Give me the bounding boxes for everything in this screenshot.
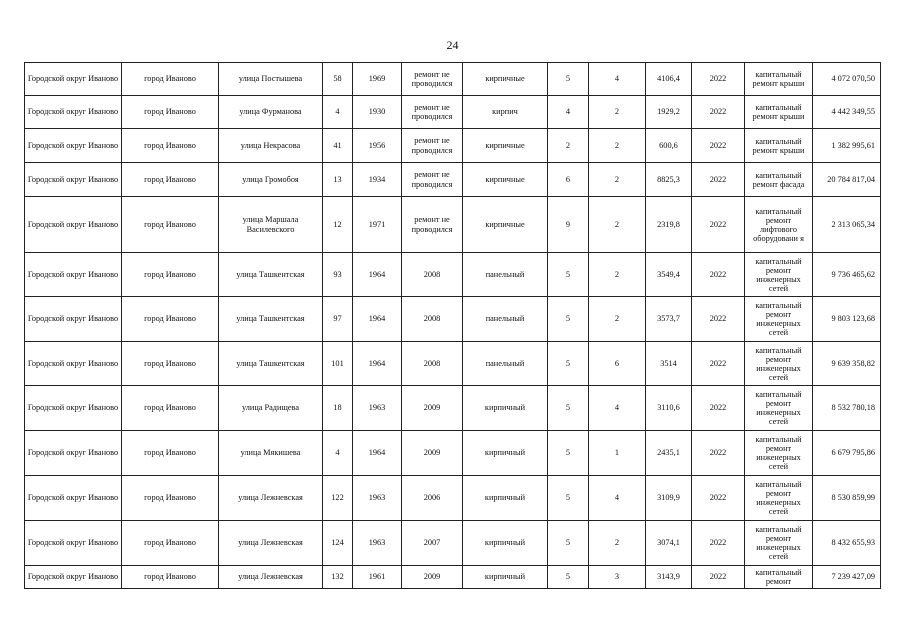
- build-year-cell: 1961: [353, 566, 402, 589]
- floors-cell: 5: [548, 566, 589, 589]
- street-cell: улица Радищева: [219, 386, 323, 431]
- house-number-cell: 101: [323, 342, 353, 386]
- cost-cell: 9 736 465,62: [813, 253, 881, 297]
- municipality-cell: Городской округ Иваново: [25, 197, 122, 253]
- table-row: [25, 386, 881, 431]
- area-cell: 3110,6: [646, 386, 692, 431]
- floors-cell: 5: [548, 253, 589, 297]
- area-cell: 600,6: [646, 129, 692, 163]
- build-year-cell: 1971: [353, 197, 402, 253]
- page-number: 24: [446, 38, 459, 52]
- floors-cell: 5: [548, 431, 589, 476]
- cost-cell: 1 382 995,61: [813, 129, 881, 163]
- work-type-cell: капитальный ремонт крыши: [745, 129, 813, 163]
- area-cell: 4106,4: [646, 63, 692, 96]
- build-year-cell: 1963: [353, 476, 402, 521]
- entrances-cell: 2: [589, 521, 646, 566]
- last-repair-cell: 2008: [402, 253, 463, 297]
- settlement-cell: город Иваново: [122, 63, 219, 96]
- floors-cell: 5: [548, 342, 589, 386]
- municipality-cell: Городской округ Иваново: [25, 253, 122, 297]
- wall-material-cell: панельный: [463, 297, 548, 342]
- cost-cell: 4 442 349,55: [813, 96, 881, 129]
- table-row: [25, 63, 881, 96]
- entrances-cell: 4: [589, 63, 646, 96]
- municipality-cell: Городской округ Иваново: [25, 297, 122, 342]
- work-type-cell: капитальный ремонт инженерных сетей: [745, 342, 813, 386]
- entrances-cell: 4: [589, 386, 646, 431]
- area-cell: 1929,2: [646, 96, 692, 129]
- cost-cell: 8 432 655,93: [813, 521, 881, 566]
- cost-cell: 7 239 427,09: [813, 566, 881, 589]
- entrances-cell: 2: [589, 129, 646, 163]
- area-cell: 2435,1: [646, 431, 692, 476]
- municipality-cell: Городской округ Иваново: [25, 386, 122, 431]
- settlement-cell: город Иваново: [122, 386, 219, 431]
- wall-material-cell: кирпичный: [463, 521, 548, 566]
- work-type-cell: капитальный ремонт инженерных сетей: [745, 297, 813, 342]
- last-repair-cell: 2008: [402, 342, 463, 386]
- table-row: [25, 521, 881, 566]
- plan-year-cell: 2022: [692, 297, 745, 342]
- entrances-cell: 2: [589, 96, 646, 129]
- last-repair-cell: ремонт не проводился: [402, 197, 463, 253]
- floors-cell: 5: [548, 63, 589, 96]
- floors-cell: 5: [548, 476, 589, 521]
- entrances-cell: 6: [589, 342, 646, 386]
- work-type-cell: капитальный ремонт крыши: [745, 63, 813, 96]
- table-row: [25, 431, 881, 476]
- settlement-cell: город Иваново: [122, 431, 219, 476]
- plan-year-cell: 2022: [692, 342, 745, 386]
- house-number-cell: 124: [323, 521, 353, 566]
- entrances-cell: 4: [589, 476, 646, 521]
- settlement-cell: город Иваново: [122, 566, 219, 589]
- house-number-cell: 122: [323, 476, 353, 521]
- settlement-cell: город Иваново: [122, 521, 219, 566]
- cost-cell: 8 530 859,99: [813, 476, 881, 521]
- housing-repair-table: [24, 62, 881, 589]
- plan-year-cell: 2022: [692, 63, 745, 96]
- last-repair-cell: ремонт не проводился: [402, 129, 463, 163]
- work-type-cell: капитальный ремонт: [745, 566, 813, 589]
- build-year-cell: 1964: [353, 431, 402, 476]
- house-number-cell: 132: [323, 566, 353, 589]
- work-type-cell: капитальный ремонт фасада: [745, 163, 813, 197]
- street-cell: улица Ташкентская: [219, 253, 323, 297]
- street-cell: улица Ташкентская: [219, 342, 323, 386]
- settlement-cell: город Иваново: [122, 197, 219, 253]
- entrances-cell: 2: [589, 253, 646, 297]
- last-repair-cell: 2009: [402, 386, 463, 431]
- build-year-cell: 1964: [353, 253, 402, 297]
- work-type-cell: капитальный ремонт лифтового оборудовани я: [745, 197, 813, 253]
- cost-cell: 9 639 358,82: [813, 342, 881, 386]
- build-year-cell: 1969: [353, 63, 402, 96]
- municipality-cell: Городской округ Иваново: [25, 342, 122, 386]
- area-cell: 3549,4: [646, 253, 692, 297]
- last-repair-cell: 2007: [402, 521, 463, 566]
- cost-cell: 20 784 817,04: [813, 163, 881, 197]
- cost-cell: 9 803 123,68: [813, 297, 881, 342]
- area-cell: 3573,7: [646, 297, 692, 342]
- last-repair-cell: 2009: [402, 431, 463, 476]
- work-type-cell: капитальный ремонт инженерных сетей: [745, 431, 813, 476]
- street-cell: улица Ташкентская: [219, 297, 323, 342]
- table-row: [25, 476, 881, 521]
- entrances-cell: 2: [589, 297, 646, 342]
- table-row: [25, 129, 881, 163]
- municipality-cell: Городской округ Иваново: [25, 476, 122, 521]
- house-number-cell: 18: [323, 386, 353, 431]
- plan-year-cell: 2022: [692, 566, 745, 589]
- build-year-cell: 1934: [353, 163, 402, 197]
- wall-material-cell: кирпичные: [463, 63, 548, 96]
- entrances-cell: 3: [589, 566, 646, 589]
- house-number-cell: 93: [323, 253, 353, 297]
- area-cell: 8825,3: [646, 163, 692, 197]
- house-number-cell: 58: [323, 63, 353, 96]
- floors-cell: 5: [548, 521, 589, 566]
- settlement-cell: город Иваново: [122, 297, 219, 342]
- street-cell: улица Фурманова: [219, 96, 323, 129]
- entrances-cell: 2: [589, 163, 646, 197]
- build-year-cell: 1956: [353, 129, 402, 163]
- cost-cell: 4 072 070,50: [813, 63, 881, 96]
- wall-material-cell: кирпичные: [463, 129, 548, 163]
- street-cell: улица Мякишева: [219, 431, 323, 476]
- wall-material-cell: кирпичный: [463, 566, 548, 589]
- table-body: [25, 63, 881, 589]
- floors-cell: 6: [548, 163, 589, 197]
- street-cell: улица Лежневская: [219, 521, 323, 566]
- floors-cell: 4: [548, 96, 589, 129]
- table-row: [25, 163, 881, 197]
- table-row: [25, 566, 881, 589]
- municipality-cell: Городской округ Иваново: [25, 431, 122, 476]
- plan-year-cell: 2022: [692, 431, 745, 476]
- last-repair-cell: 2008: [402, 297, 463, 342]
- floors-cell: 5: [548, 386, 589, 431]
- table-row: [25, 197, 881, 253]
- area-cell: 2319,8: [646, 197, 692, 253]
- wall-material-cell: кирпичный: [463, 386, 548, 431]
- house-number-cell: 4: [323, 96, 353, 129]
- street-cell: улица Некрасова: [219, 129, 323, 163]
- plan-year-cell: 2022: [692, 96, 745, 129]
- municipality-cell: Городской округ Иваново: [25, 63, 122, 96]
- area-cell: 3514: [646, 342, 692, 386]
- house-number-cell: 41: [323, 129, 353, 163]
- area-cell: 3143,9: [646, 566, 692, 589]
- plan-year-cell: 2022: [692, 521, 745, 566]
- settlement-cell: город Иваново: [122, 253, 219, 297]
- build-year-cell: 1964: [353, 297, 402, 342]
- municipality-cell: Городской округ Иваново: [25, 163, 122, 197]
- plan-year-cell: 2022: [692, 197, 745, 253]
- house-number-cell: 4: [323, 431, 353, 476]
- settlement-cell: город Иваново: [122, 163, 219, 197]
- build-year-cell: 1930: [353, 96, 402, 129]
- last-repair-cell: 2006: [402, 476, 463, 521]
- municipality-cell: Городской округ Иваново: [25, 566, 122, 589]
- municipality-cell: Городской округ Иваново: [25, 521, 122, 566]
- table-row: [25, 342, 881, 386]
- last-repair-cell: ремонт не проводился: [402, 96, 463, 129]
- municipality-cell: Городской округ Иваново: [25, 129, 122, 163]
- wall-material-cell: кирпич: [463, 96, 548, 129]
- wall-material-cell: панельный: [463, 342, 548, 386]
- plan-year-cell: 2022: [692, 386, 745, 431]
- house-number-cell: 97: [323, 297, 353, 342]
- work-type-cell: капитальный ремонт инженерных сетей: [745, 386, 813, 431]
- street-cell: улица Громобоя: [219, 163, 323, 197]
- street-cell: улица Постышева: [219, 63, 323, 96]
- wall-material-cell: панельный: [463, 253, 548, 297]
- last-repair-cell: ремонт не проводился: [402, 63, 463, 96]
- settlement-cell: город Иваново: [122, 342, 219, 386]
- area-cell: 3074,1: [646, 521, 692, 566]
- table-row: [25, 297, 881, 342]
- last-repair-cell: 2009: [402, 566, 463, 589]
- plan-year-cell: 2022: [692, 163, 745, 197]
- last-repair-cell: ремонт не проводился: [402, 163, 463, 197]
- street-cell: улица Маршала Василевского: [219, 197, 323, 253]
- plan-year-cell: 2022: [692, 253, 745, 297]
- plan-year-cell: 2022: [692, 476, 745, 521]
- municipality-cell: Городской округ Иваново: [25, 96, 122, 129]
- house-number-cell: 12: [323, 197, 353, 253]
- work-type-cell: капитальный ремонт инженерных сетей: [745, 521, 813, 566]
- work-type-cell: капитальный ремонт крыши: [745, 96, 813, 129]
- settlement-cell: город Иваново: [122, 96, 219, 129]
- settlement-cell: город Иваново: [122, 476, 219, 521]
- plan-year-cell: 2022: [692, 129, 745, 163]
- table-row: [25, 253, 881, 297]
- build-year-cell: 1963: [353, 386, 402, 431]
- floors-cell: 2: [548, 129, 589, 163]
- entrances-cell: 1: [589, 431, 646, 476]
- floors-cell: 9: [548, 197, 589, 253]
- build-year-cell: 1963: [353, 521, 402, 566]
- build-year-cell: 1964: [353, 342, 402, 386]
- house-number-cell: 13: [323, 163, 353, 197]
- street-cell: улица Лежневская: [219, 566, 323, 589]
- work-type-cell: капитальный ремонт инженерных сетей: [745, 253, 813, 297]
- cost-cell: 8 532 780,18: [813, 386, 881, 431]
- settlement-cell: город Иваново: [122, 129, 219, 163]
- table-row: [25, 96, 881, 129]
- cost-cell: 2 313 065,34: [813, 197, 881, 253]
- wall-material-cell: кирпичные: [463, 163, 548, 197]
- area-cell: 3109,9: [646, 476, 692, 521]
- work-type-cell: капитальный ремонт инженерных сетей: [745, 476, 813, 521]
- street-cell: улица Лежневская: [219, 476, 323, 521]
- entrances-cell: 2: [589, 197, 646, 253]
- wall-material-cell: кирпичный: [463, 476, 548, 521]
- floors-cell: 5: [548, 297, 589, 342]
- wall-material-cell: кирпичные: [463, 197, 548, 253]
- wall-material-cell: кирпичный: [463, 431, 548, 476]
- cost-cell: 6 679 795,86: [813, 431, 881, 476]
